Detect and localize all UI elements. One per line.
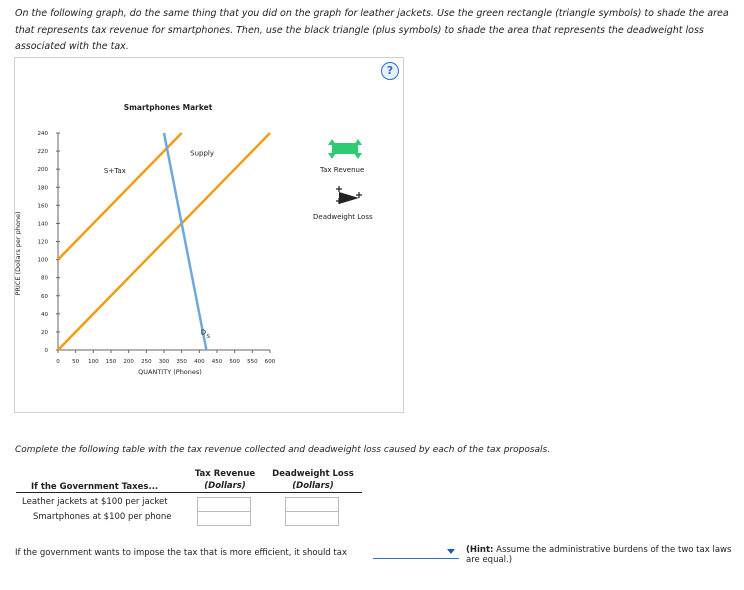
col-header-dwl-unit: (Dollars) [292, 481, 334, 491]
x-tick-label: 350 [176, 359, 187, 365]
hint-text [466, 545, 736, 565]
y-tick-label: 100 [37, 257, 48, 264]
y-tick-label: 140 [37, 221, 48, 228]
y-tick-label: 0 [44, 348, 48, 354]
col-header-dwl [268, 468, 358, 492]
col-header-dwl-label: Deadweight Loss [272, 469, 354, 479]
demand-label: D [200, 328, 207, 337]
y-tick-label: 200 [37, 167, 48, 174]
input-smartphones-tax-revenue[interactable] [197, 511, 251, 526]
y-tick-label: 20 [41, 329, 48, 336]
y-tick-label: 120 [37, 239, 48, 246]
y-tick-label: 60 [41, 293, 48, 300]
question-before: If the government wants to impose the tax that is more efficient, it should tax [15, 548, 347, 558]
y-tick-label: 240 [37, 131, 48, 137]
chart-title: Smartphones Market [123, 103, 213, 112]
tax-revenue-tool[interactable] [327, 138, 363, 160]
series-line-2 [164, 133, 206, 350]
x-tick-label: 450 [211, 359, 223, 365]
chevron-down-icon [447, 549, 455, 554]
input-leather-dwl[interactable] [285, 497, 339, 512]
x-tick-label: 250 [141, 359, 152, 365]
x-tick-label: 300 [158, 359, 170, 365]
x-tick-label: 600 [264, 359, 276, 365]
series-line-1 [58, 133, 182, 260]
y-tick-label: 220 [37, 149, 48, 156]
y-tick-label: 160 [37, 203, 48, 210]
y-tick-label: 40 [41, 311, 48, 318]
row-label-smartphones: Smartphones at $100 per phone [33, 512, 172, 522]
s-tax-label: S+Tax [103, 166, 126, 175]
tax-revenue-label: Tax Revenue [320, 166, 365, 174]
input-leather-tax-revenue[interactable] [197, 497, 251, 512]
row-label-leather: Leather jackets at $100 per jacket [22, 497, 168, 507]
tax-choice-dropdown[interactable] [373, 545, 459, 559]
series-line-0 [58, 133, 270, 350]
x-tick-label: 200 [123, 359, 134, 365]
x-tick-label: 50 [72, 359, 80, 365]
y-tick-label: 180 [37, 185, 48, 192]
hint-rest: Assume the administrative burdens of the two tax laws are equal.) [466, 545, 732, 565]
input-smartphones-dwl[interactable] [285, 511, 339, 526]
x-tick-label: 500 [229, 359, 240, 365]
col-header-tax-revenue-label: Tax Revenue [194, 469, 256, 479]
supply-label: Supply [190, 149, 215, 158]
x-tick-label: 0 [56, 359, 60, 365]
x-tick-label: 400 [194, 359, 205, 365]
y-tick-label: 80 [41, 275, 48, 282]
x-tick-label: 150 [105, 359, 117, 365]
hint-bold: (Hint: [466, 545, 494, 555]
instructions-text: On the following graph, do the same thing that you did on the graph for leather jackets. Use the green rectangle (triangle symbols) to shade the area that represents tax revenue for smartphones. Then, use the black triangle (plus symbols) to shade the area that represents the deadweight loss associated with the tax. [15, 8, 729, 52]
deadweight-loss-label: Deadweight Loss [313, 213, 373, 221]
x-tick-label: 550 [247, 359, 258, 365]
deadweight-loss-tool[interactable] [333, 186, 365, 208]
demand-subscript: S [206, 334, 210, 341]
x-axis-label: QUANTITY (Phones) [138, 368, 202, 376]
complete-instructions: Complete the following table with the tax revenue collected and deadweight loss caused by each of the tax proposals. [15, 445, 551, 455]
green-rectangle-icon [327, 138, 363, 160]
black-triangle-icon [333, 186, 365, 208]
help-icon[interactable]: ? [381, 62, 399, 80]
x-tick-label: 100 [88, 359, 99, 365]
col-header-tax-revenue-unit: (Dollars) [204, 481, 246, 491]
y-axis-label: PRICE (Dollars per phone) [14, 211, 22, 296]
table-header-rule [16, 492, 362, 493]
col-header-tax-revenue [190, 468, 260, 492]
row-header: If the Government Taxes... [31, 482, 159, 492]
